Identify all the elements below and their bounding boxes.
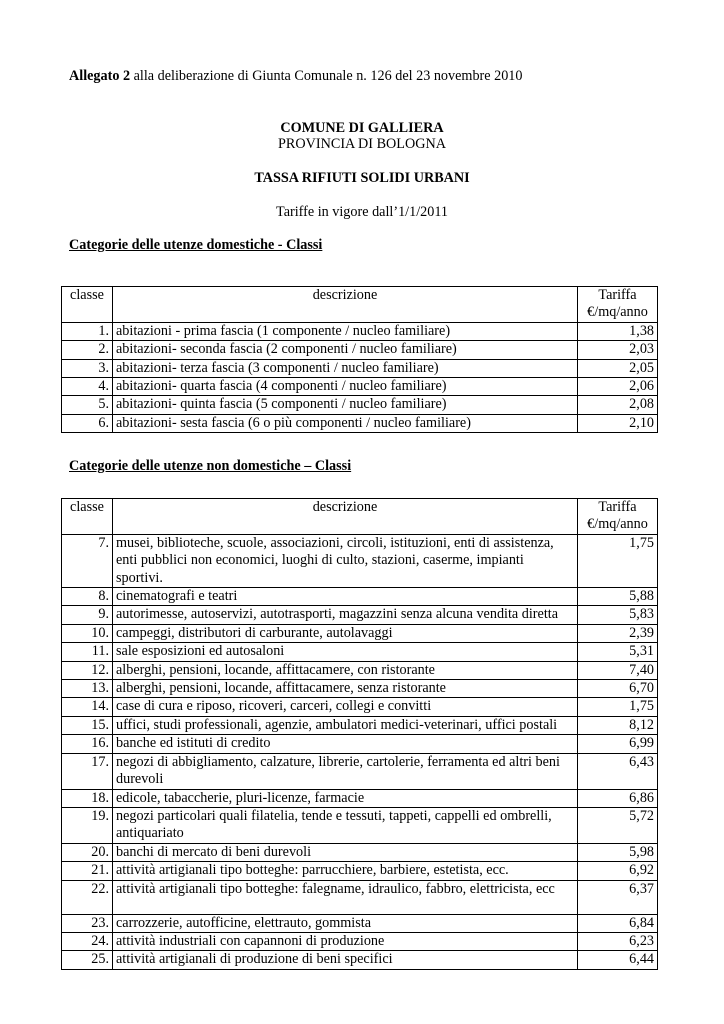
cell-tariffa: 1,38 xyxy=(578,322,658,340)
cell-descrizione: case di cura e riposo, ricoveri, carceri, collegi e convitti xyxy=(113,698,578,716)
table-row xyxy=(62,322,658,340)
cell-descrizione: negozi particolari quali filatelia, tende e tessuti, tappeti, cappelli ed ombrelli, antiquariato xyxy=(113,807,578,843)
table-row xyxy=(62,807,658,843)
allegato-label: Allegato 2 xyxy=(69,68,131,84)
table-header-row xyxy=(62,499,658,535)
cell-descrizione: attività industriali con capannoni di produzione xyxy=(113,932,578,950)
non-domestiche-heading: Categorie delle utenze non domestiche – Classi xyxy=(69,458,352,474)
cell-descrizione: carrozzerie, autofficine, elettrauto, gommista xyxy=(113,914,578,932)
cell-classe: 13. xyxy=(62,680,113,698)
cell-tariffa: 6,99 xyxy=(578,735,658,753)
cell-tariffa: 5,31 xyxy=(578,643,658,661)
cell-classe: 21. xyxy=(62,862,113,880)
cell-descrizione: sale esposizioni ed autosaloni xyxy=(113,643,578,661)
col-tariffa xyxy=(578,287,658,323)
allegato-line xyxy=(69,68,523,85)
col-tariffa-line1: Tariffa xyxy=(598,287,637,303)
table-row xyxy=(62,735,658,753)
cell-descrizione: cinematografi e teatri xyxy=(113,588,578,606)
cell-tariffa: 2,06 xyxy=(578,378,658,396)
cell-tariffa: 2,08 xyxy=(578,396,658,414)
col-descrizione: descrizione xyxy=(113,499,578,535)
table-row xyxy=(62,843,658,861)
cell-classe: 16. xyxy=(62,735,113,753)
cell-classe: 25. xyxy=(62,951,113,969)
cell-classe: 18. xyxy=(62,789,113,807)
cell-tariffa: 1,75 xyxy=(578,534,658,587)
col-tariffa xyxy=(578,499,658,535)
domestiche-table xyxy=(61,286,658,433)
col-tariffa-line2: €/mq/anno xyxy=(587,516,648,533)
cell-descrizione: edicole, tabaccherie, pluri-licenze, farmacie xyxy=(113,789,578,807)
table-row xyxy=(62,359,658,377)
cell-tariffa: 5,72 xyxy=(578,807,658,843)
cell-descrizione: abitazioni- quinta fascia (5 componenti / nucleo familiare) xyxy=(113,396,578,414)
cell-classe: 24. xyxy=(62,932,113,950)
comune-title: COMUNE DI GALLIERA xyxy=(280,120,444,136)
cell-classe: 2. xyxy=(62,341,113,359)
cell-descrizione: abitazioni- sesta fascia (6 o più componenti / nucleo familiare) xyxy=(113,414,578,432)
table-row xyxy=(62,880,658,914)
cell-descrizione: banchi di mercato di beni durevoli xyxy=(113,843,578,861)
table-row xyxy=(62,789,658,807)
cell-descrizione: alberghi, pensioni, locande, affittacamere, con ristorante xyxy=(113,661,578,679)
col-descrizione: descrizione xyxy=(113,287,578,323)
table-row xyxy=(62,606,658,624)
cell-tariffa: 6,84 xyxy=(578,914,658,932)
cell-classe: 15. xyxy=(62,716,113,734)
cell-classe: 7. xyxy=(62,534,113,587)
cell-tariffa: 5,83 xyxy=(578,606,658,624)
cell-classe: 3. xyxy=(62,359,113,377)
table-header-row xyxy=(62,287,658,323)
tariffe-vigore: Tariffe in vigore dall’1/1/2011 xyxy=(276,204,448,220)
cell-descrizione: attività artigianali tipo botteghe: parrucchiere, barbiere, estetista, ecc. xyxy=(113,862,578,880)
cell-classe: 5. xyxy=(62,396,113,414)
cell-descrizione: abitazioni- terza fascia (3 componenti / nucleo familiare) xyxy=(113,359,578,377)
cell-descrizione: abitazioni - prima fascia (1 componente / nucleo familiare) xyxy=(113,322,578,340)
col-classe: classe xyxy=(62,287,113,323)
cell-classe: 6. xyxy=(62,414,113,432)
cell-classe: 10. xyxy=(62,624,113,642)
cell-descrizione: autorimesse, autoservizi, autotrasporti, magazzini senza alcuna vendita diretta xyxy=(113,606,578,624)
table-row xyxy=(62,716,658,734)
table-row xyxy=(62,396,658,414)
table-row xyxy=(62,661,658,679)
cell-tariffa: 1,75 xyxy=(578,698,658,716)
cell-tariffa: 7,40 xyxy=(578,661,658,679)
table-row xyxy=(62,932,658,950)
table-row xyxy=(62,341,658,359)
cell-classe: 22. xyxy=(62,880,113,914)
table-row xyxy=(62,414,658,432)
tassa-title: TASSA RIFIUTI SOLIDI URBANI xyxy=(254,170,470,186)
table-row xyxy=(62,753,658,789)
col-classe: classe xyxy=(62,499,113,535)
cell-descrizione: attività artigianali tipo botteghe: falegname, idraulico, fabbro, elettricista, ecc xyxy=(113,880,578,914)
table-row xyxy=(62,862,658,880)
cell-tariffa: 2,39 xyxy=(578,624,658,642)
cell-classe: 17. xyxy=(62,753,113,789)
cell-classe: 19. xyxy=(62,807,113,843)
cell-classe: 8. xyxy=(62,588,113,606)
table-row xyxy=(62,914,658,932)
col-tariffa-line1: Tariffa xyxy=(598,499,637,515)
cell-classe: 12. xyxy=(62,661,113,679)
cell-descrizione: abitazioni- seconda fascia (2 componenti / nucleo familiare) xyxy=(113,341,578,359)
cell-tariffa: 2,10 xyxy=(578,414,658,432)
table-row xyxy=(62,378,658,396)
table-row xyxy=(62,624,658,642)
cell-descrizione: uffici, studi professionali, agenzie, ambulatori medici-veterinari, uffici postali xyxy=(113,716,578,734)
cell-tariffa: 8,12 xyxy=(578,716,658,734)
cell-tariffa: 6,43 xyxy=(578,753,658,789)
allegato-text: alla deliberazione di Giunta Comunale n. 126 del 23 novembre 2010 xyxy=(130,68,523,84)
cell-tariffa: 2,03 xyxy=(578,341,658,359)
cell-descrizione: campeggi, distributori di carburante, autolavaggi xyxy=(113,624,578,642)
cell-tariffa: 6,37 xyxy=(578,880,658,914)
cell-tariffa: 6,44 xyxy=(578,951,658,969)
col-tariffa-line2: €/mq/anno xyxy=(587,304,648,321)
cell-classe: 1. xyxy=(62,322,113,340)
table-row xyxy=(62,588,658,606)
cell-tariffa: 5,88 xyxy=(578,588,658,606)
table-row xyxy=(62,698,658,716)
cell-tariffa: 6,70 xyxy=(578,680,658,698)
non-domestiche-table xyxy=(61,498,658,970)
table-row xyxy=(62,534,658,587)
cell-classe: 14. xyxy=(62,698,113,716)
table-row xyxy=(62,643,658,661)
table-row xyxy=(62,680,658,698)
cell-classe: 9. xyxy=(62,606,113,624)
domestiche-heading: Categorie delle utenze domestiche - Classi xyxy=(69,237,323,253)
cell-classe: 11. xyxy=(62,643,113,661)
cell-descrizione: musei, biblioteche, scuole, associazioni, circoli, istituzioni, enti di assistenza, enti pubblici non economici, luoghi di culto, stazioni, caserme, impianti sportivi. xyxy=(113,534,578,587)
cell-tariffa: 6,86 xyxy=(578,789,658,807)
cell-classe: 20. xyxy=(62,843,113,861)
cell-descrizione: alberghi, pensioni, locande, affittacamere, senza ristorante xyxy=(113,680,578,698)
cell-tariffa: 5,98 xyxy=(578,843,658,861)
cell-tariffa: 6,92 xyxy=(578,862,658,880)
cell-classe: 23. xyxy=(62,914,113,932)
cell-descrizione: banche ed istituti di credito xyxy=(113,735,578,753)
table-row xyxy=(62,951,658,969)
cell-descrizione: attività artigianali di produzione di beni specifici xyxy=(113,951,578,969)
cell-tariffa: 2,05 xyxy=(578,359,658,377)
cell-classe: 4. xyxy=(62,378,113,396)
cell-descrizione: abitazioni- quarta fascia (4 componenti / nucleo familiare) xyxy=(113,378,578,396)
cell-tariffa: 6,23 xyxy=(578,932,658,950)
provincia-title: PROVINCIA DI BOLOGNA xyxy=(278,136,446,152)
cell-descrizione: negozi di abbigliamento, calzature, librerie, cartolerie, ferramenta ed altri beni durevoli xyxy=(113,753,578,789)
